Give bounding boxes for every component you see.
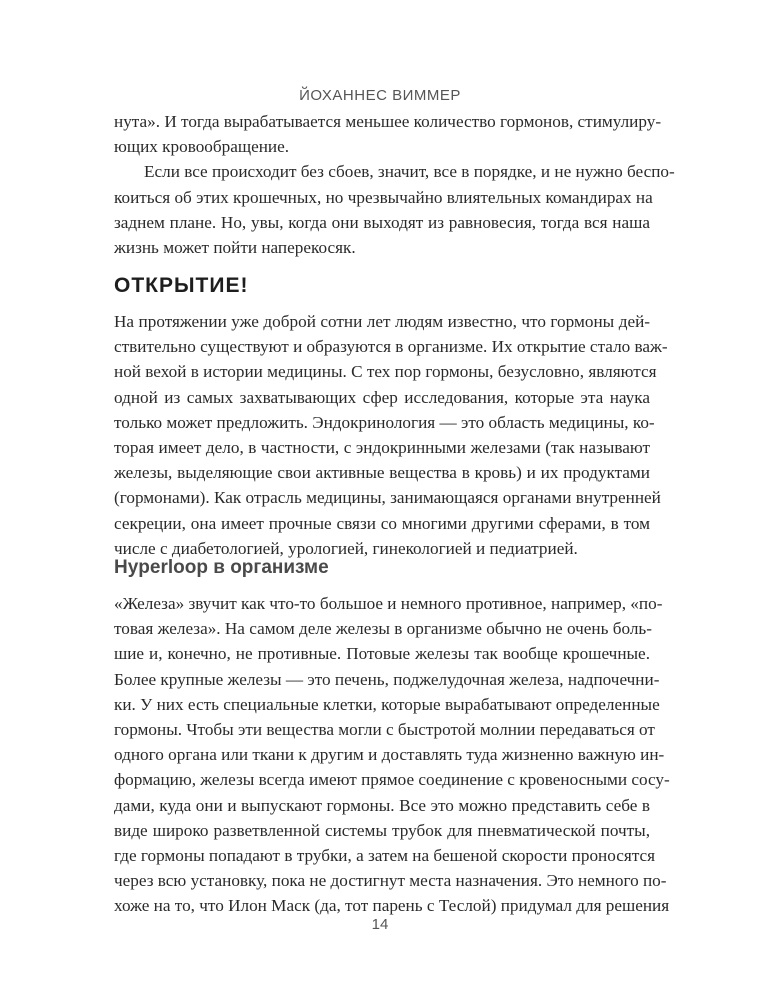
running-header: ЙОХАННЕС ВИММЕР xyxy=(299,87,461,104)
section-text xyxy=(114,309,668,561)
subsection-text xyxy=(114,591,670,918)
text-line: одного органа или ткани к другим и доставлять туда жизненно важную ин- xyxy=(114,745,665,765)
text-line: хоже на то, что Илон Маск (да, тот парень с Теслой) придумал для решения xyxy=(114,896,670,916)
text-line: «Железа» звучит как что-то большое и немного противное, например, «по- xyxy=(114,594,663,613)
text-line: секреции, она имеет прочные связи со многими другими сферами, в том xyxy=(114,513,650,533)
section-heading: ОТКРЫТИЕ! xyxy=(114,274,249,297)
text-line: заднем плане. Но, увы, когда они выходят из равновесия, тогда вся наша xyxy=(114,212,650,232)
text-line: ной вехой в истории медицины. С тех пор гормоны, безусловно, являются xyxy=(114,362,657,382)
text-line: только может предложить. Эндокринология — это область медицины, ко- xyxy=(114,412,655,432)
text-line: коиться об этих крошечных, но чрезвычайно влиятельных командирах на xyxy=(114,187,653,207)
text-line: через всю установку, пока не достигнут места назначения. Это немного по- xyxy=(114,871,667,891)
text-line: нута». И тогда вырабатывается меньшее количество гормонов, стимулиру- xyxy=(114,112,662,131)
text-line: торая имеет дело, в частности, с эндокринными железами (так называют xyxy=(114,437,650,457)
text-line: где гормоны попадают в трубки, а затем на бешеной скорости проносятся xyxy=(114,845,656,865)
text-line: (гормонами). Как отрасль медицины, занимающаяся органами внутренней xyxy=(114,488,661,508)
text-line: ки. У них есть специальные клетки, которые вырабатывают определенные xyxy=(114,694,660,714)
text-line: ющих кровообращение. xyxy=(114,137,290,157)
text-line: На протяжении уже доброй сотни лет людям известно, что гормоны дей- xyxy=(114,312,650,331)
text-line: одной из самых захватывающих сфер исследования, которые эта наука xyxy=(114,387,650,407)
text-line: жизнь может пойти наперекосяк. xyxy=(114,237,356,257)
text-line: Более крупные железы — это печень, поджелудочная железа, надпочечни- xyxy=(114,669,660,689)
text-line: гормоны. Чтобы эти вещества могли с быстротой молнии передаваться от xyxy=(114,719,655,739)
page-number: 14 xyxy=(371,916,389,933)
text-line: виде широко разветвленной системы трубок для пневматической почты, xyxy=(114,820,650,840)
intro-text xyxy=(114,109,675,260)
text-line: дами, куда они и выпускают гормоны. Все это можно представить себе в xyxy=(114,795,650,815)
text-line: шие и, конечно, не противные. Потовые железы так вообще крошечные. xyxy=(114,644,650,664)
text-line: числе с диабетологией, урологией, гинекологией и педиатрией. xyxy=(114,538,578,558)
text-line: ствительно существуют и образуются в организме. Их открытие стало важ- xyxy=(114,337,668,357)
text-line: Если все происходит без сбоев, значит, все в порядке, и не нужно беспо- xyxy=(144,162,675,182)
text-line: формацию, железы всегда имеют прямое соединение с кровеносными сосу- xyxy=(114,770,670,790)
text-line: железы, выделяющие свои активные вещества в кровь) и их продуктами xyxy=(114,463,650,483)
subsection-heading: Hyperloop в организме xyxy=(114,557,329,578)
text-line: товая железа». На самом деле железы в организме обычно не очень боль- xyxy=(114,619,652,639)
